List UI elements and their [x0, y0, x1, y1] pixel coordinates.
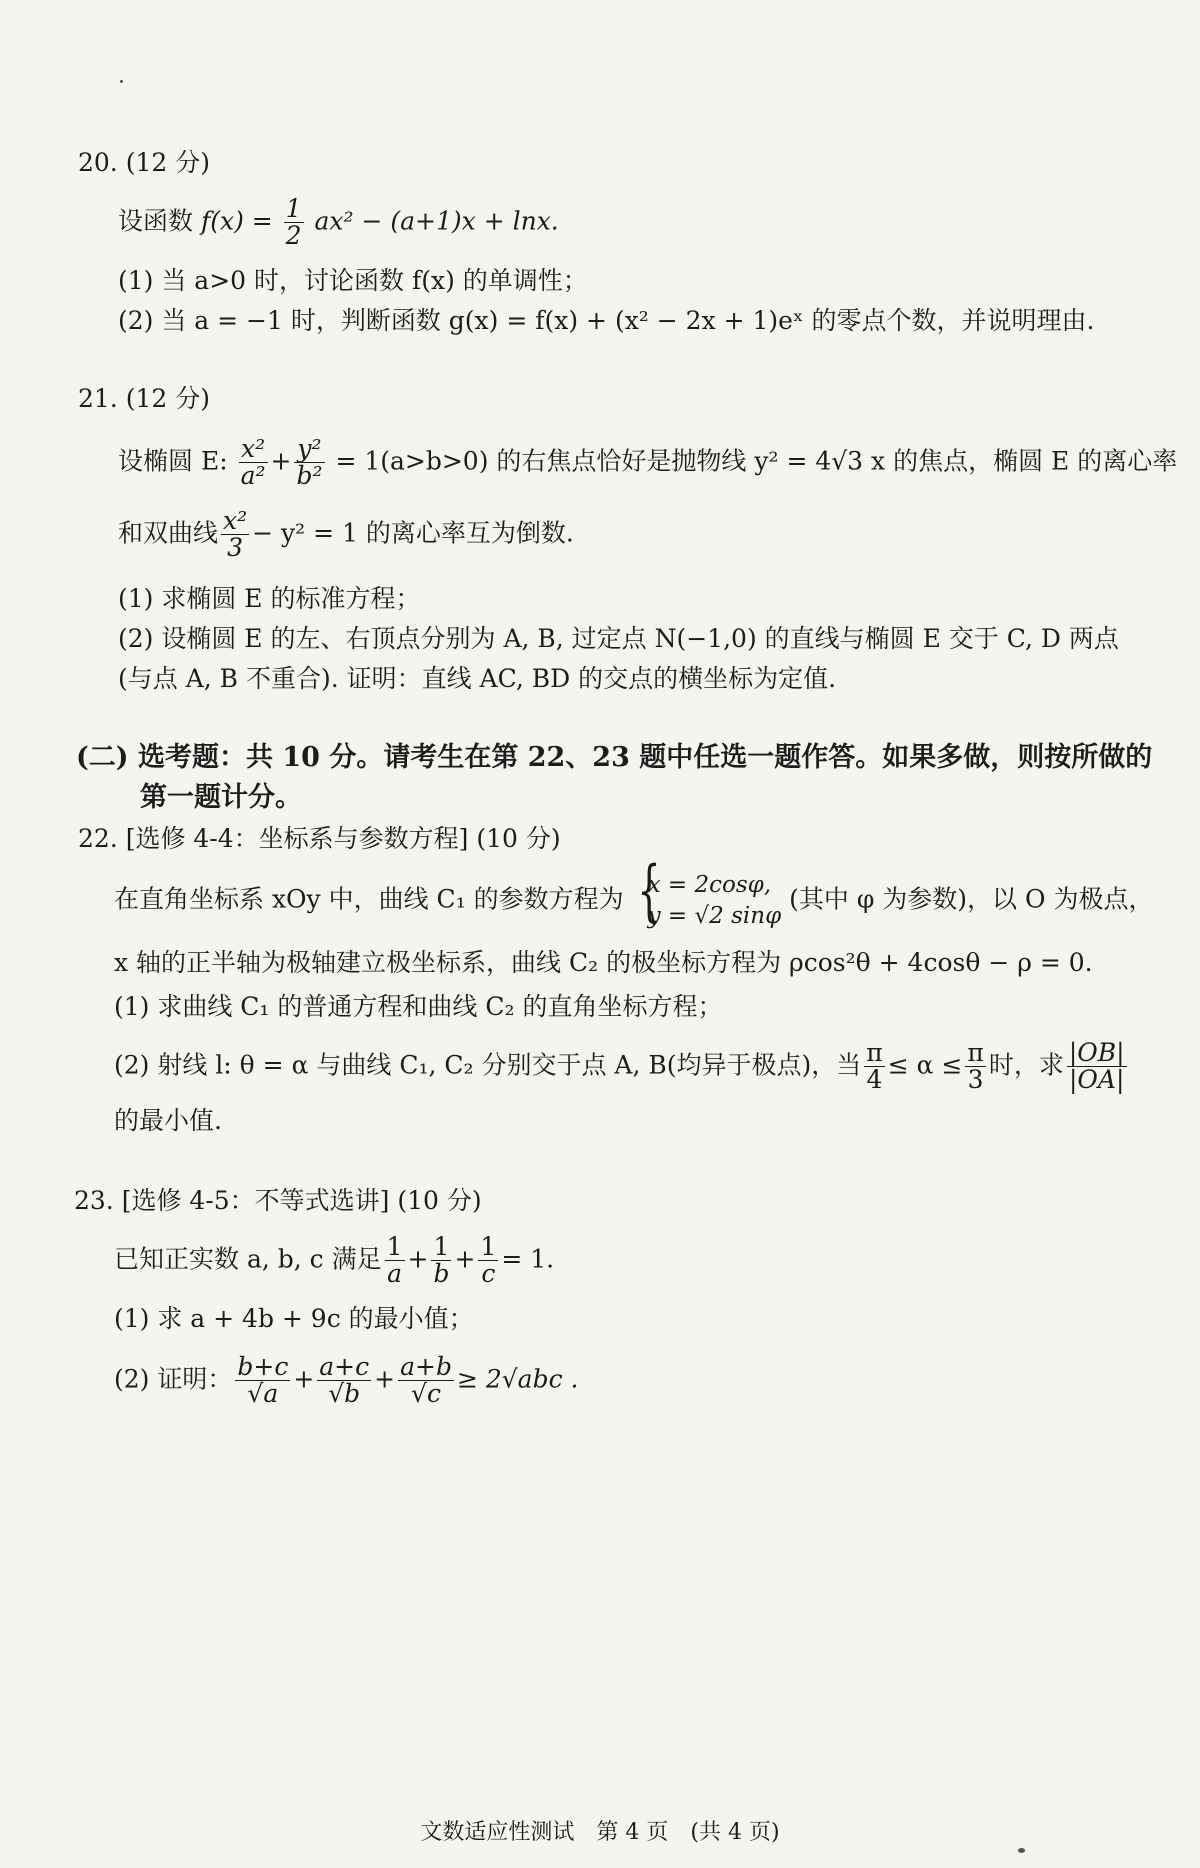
q21-part1: (1) 求椭圆 E 的标准方程； [118, 584, 421, 613]
fraction: $\frac{\text{y²}}{\text{b²}}$ [296, 434, 323, 491]
equation-system: { x = 2cosφ, y = √2 sinφ [632, 870, 782, 932]
q21-part2-line2: (与点 A, B 不重合). 证明：直线 AC, BD 的交点的横坐标为定值. [118, 664, 837, 693]
q23-part1: (1) 求 a + 4b + 9c 的最小值； [114, 1304, 474, 1333]
q21-stem-line1: 设椭圆 E: $\frac{\text{x²}}{\text{a²}}$ + $\frac{\text{y²}}{\text{b²}}$ = 1(a>b>0) 的右焦点恰好是抛物线 y² = 4√3 x 的焦点，椭圆 E 的离心率 [118, 434, 1178, 491]
scan-speck [1018, 1848, 1025, 1853]
q20-title: 20. (12 分) [78, 148, 210, 177]
fraction: $\frac{1}{a}$ [386, 1232, 403, 1289]
fraction: $\frac{\text{x²}}{\text{a²}}$ [240, 434, 266, 491]
scan-speck [120, 80, 123, 83]
page-footer: 文数适应性测试 第 4 页 (共 4 页) [420, 1820, 780, 1845]
fraction: $\frac{1}{c}$ [480, 1232, 497, 1289]
q22-part2-line2: 的最小值. [114, 1106, 222, 1135]
fraction: $\frac{a+b}{√c}$ [400, 1352, 452, 1409]
section-heading-line1: (二) 选考题：共 10 分。请考生在第 22、23 题中任选一题作答。如果多做，则按所做的 [76, 742, 1153, 773]
fraction: $\frac{\pi}{3}$ [967, 1038, 984, 1095]
q20-stem: 设函数 f(x) = $\frac{1}{2}$ ax² − (a+1)x + lnx. [118, 194, 559, 251]
q20-part2: (2) 当 a = −1 时，判断函数 g(x) = f(x) + (x² − 2x + 1)eˣ 的零点个数，并说明理由. [118, 306, 1095, 335]
fraction: $\frac{a+c}{√b}$ [319, 1352, 370, 1409]
q21-stem-line2: 和双曲线 $\frac{\text{x²}}{3}$ − y² = 1 的离心率互为倒数. [118, 506, 574, 563]
q22-stem-line2: x 轴的正半轴为极轴建立极坐标系，曲线 C₂ 的极坐标方程为 ρcos²θ + 4cosθ − ρ = 0. [114, 948, 1093, 977]
q22-stem-line1: 在直角坐标系 xOy 中，曲线 C₁ 的参数方程为 { x = 2cosφ, y = √2 sinφ (其中 φ 为参数)，以 O 为极点， [114, 870, 1153, 932]
q21-title: 21. (12 分) [78, 384, 210, 413]
fraction: $\frac{\text{x²}}{3}$ [223, 506, 248, 563]
q21-part2-line1: (2) 设椭圆 E 的左、右顶点分别为 A, B, 过定点 N(−1,0) 的直线与椭圆 E 交于 C, D 两点 [118, 624, 1119, 653]
q22-part1: (1) 求曲线 C₁ 的普通方程和曲线 C₂ 的直角坐标方程； [114, 992, 723, 1021]
fraction: $\frac{|OB|}{|OA|}$ [1068, 1038, 1125, 1095]
fraction: $\frac{1}{2}$ [285, 194, 302, 251]
q23-part2: (2) 证明： $\frac{b+c}{√a}$ + $\frac{a+c}{√b}$ + $\frac{a+b}{√c}$ ≥ 2√abc . [114, 1352, 579, 1409]
q22-title: 22. [选修 4-4：坐标系与参数方程] (10 分) [78, 824, 561, 853]
q23-stem: 已知正实数 a, b, c 满足 $\frac{1}{a}$ + $\frac{1}{b}$ + $\frac{1}{c}$ = 1. [114, 1232, 555, 1289]
section-heading-line2: 第一题计分。 [140, 782, 302, 813]
q22-part2: (2) 射线 l: θ = α 与曲线 C₁, C₂ 分别交于点 A, B(均异于极点)，当 $\frac{\pi}{4}$ ≤ α ≤ $\frac{\pi}{3}$ 时，求 $\frac{|OB|}{|OA|}$ [114, 1038, 1125, 1095]
fraction: $\frac{1}{b}$ [433, 1232, 450, 1289]
q20-part1: (1) 当 a>0 时，讨论函数 f(x) 的单调性； [118, 266, 588, 295]
fraction: $\frac{b+c}{√a}$ [237, 1352, 289, 1409]
q23-title: 23. [选修 4-5：不等式选讲] (10 分) [74, 1186, 482, 1215]
fraction: $\frac{\pi}{4}$ [866, 1038, 883, 1095]
